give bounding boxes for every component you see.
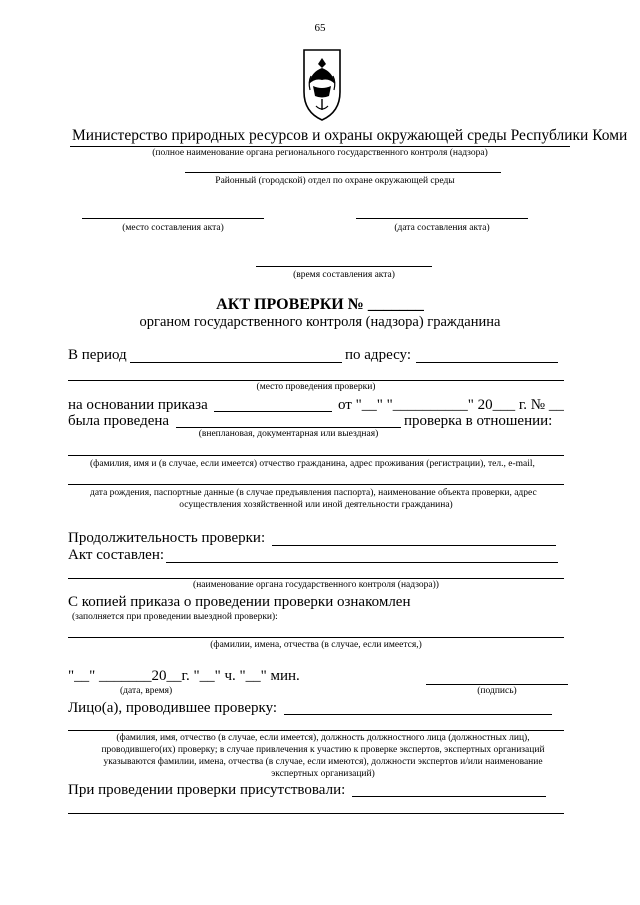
acquainted-names-field[interactable] bbox=[68, 637, 564, 638]
datetime-line[interactable]: "__" _______20__г. "__" ч. "__" мин. bbox=[68, 668, 300, 684]
place-line[interactable] bbox=[82, 218, 264, 219]
signature-field[interactable] bbox=[426, 684, 568, 685]
ministry-name: Министерство природных ресурсов и охраны окружающей среды Республики Коми bbox=[72, 127, 628, 144]
ministry-caption: (полное наименование органа регионального государственного контроля (надзора) bbox=[152, 148, 488, 158]
ministry-underline bbox=[70, 146, 570, 147]
duration-field[interactable] bbox=[272, 545, 556, 546]
place-of-check-field[interactable] bbox=[68, 380, 564, 381]
citizen-field-2[interactable] bbox=[68, 484, 564, 485]
order-label: на основании приказа bbox=[68, 397, 208, 413]
address-label: по адресу: bbox=[345, 347, 412, 363]
check-type-caption: (внеплановая, документарная или выездная) bbox=[198, 429, 379, 439]
order-date: от "__" "__________" 20___ г. № __ bbox=[338, 397, 564, 413]
inspector-caption-4: экспертных организаций) bbox=[271, 769, 375, 779]
present-label: При проведении проверки присутствовали: bbox=[68, 782, 346, 798]
body-caption: (наименование органа государственного контроля (надзора)) bbox=[193, 580, 439, 590]
signature-caption: (подпись) bbox=[477, 686, 517, 696]
date-line[interactable] bbox=[356, 218, 528, 219]
present-field[interactable] bbox=[352, 796, 546, 797]
time-line[interactable] bbox=[256, 266, 432, 267]
datetime-caption: (дата, время) bbox=[120, 686, 173, 696]
inspector-field[interactable] bbox=[284, 714, 552, 715]
duration-label: Продолжительность проверки: bbox=[68, 530, 266, 546]
time-caption: (время составления акта) bbox=[293, 270, 395, 280]
period-label: В период bbox=[68, 347, 127, 363]
inspector-caption-2: проводившего(их) проверку; в случае привлечения к участию к проверке экспертов, экспертных организаций bbox=[101, 745, 545, 755]
order-field[interactable] bbox=[214, 411, 332, 412]
names-caption: (фамилии, имена, отчества (в случае, если имеется,) bbox=[210, 640, 422, 650]
inspector-caption-3: указываются фамилии, имена, отчества (в случае, если имеются), должности экспертов и/или наименование bbox=[103, 757, 543, 767]
conducted-label: была проведена bbox=[68, 413, 170, 429]
place-caption: (место составления акта) bbox=[122, 223, 224, 233]
page-number: 65 bbox=[314, 22, 326, 34]
present-field-2[interactable] bbox=[68, 813, 564, 814]
acquainted-note: (заполняется при проведении выездной проверки): bbox=[72, 612, 278, 622]
place-of-check-caption: (место проведения проверки) bbox=[256, 382, 376, 392]
department-line bbox=[185, 172, 501, 173]
citizen-field-1[interactable] bbox=[68, 455, 564, 456]
inspector-field-2[interactable] bbox=[68, 730, 564, 731]
act-subtitle: органом государственного контроля (надзора) гражданина bbox=[139, 314, 501, 330]
act-title: АКТ ПРОВЕРКИ № _______ bbox=[216, 296, 424, 313]
citizen-caption-3: осуществления хозяйственной или иной деятельности гражданина) bbox=[179, 500, 453, 510]
compiled-label: Акт составлен: bbox=[68, 547, 165, 563]
acquainted-label: С копией приказа о проведении проверки ознакомлен bbox=[68, 594, 411, 610]
department-name: Районный (городской) отдел по охране окружающей среды bbox=[215, 176, 455, 186]
compiled-field[interactable] bbox=[166, 562, 558, 563]
coat-of-arms-komi-icon bbox=[301, 46, 343, 122]
date-caption: (дата составления акта) bbox=[394, 223, 490, 233]
inspector-caption-1: (фамилия, имя, отчество (в случае, если имеется), должность должностного лица (должностных лиц), bbox=[116, 733, 530, 743]
inspector-label: Лицо(а), проводившее проверку: bbox=[68, 700, 278, 716]
address-field[interactable] bbox=[416, 362, 558, 363]
period-field[interactable] bbox=[130, 362, 342, 363]
citizen-caption-2: дата рождения, паспортные данные (в случае предъявления паспорта), наименование объекта проверки, адрес bbox=[90, 488, 537, 498]
citizen-caption-1: (фамилия, имя и (в случае, если имеется) отчество гражданина, адрес проживания (регистрации), тел., e-mail, bbox=[90, 459, 535, 469]
check-type-field[interactable] bbox=[176, 427, 401, 428]
check-regard-label: проверка в отношении: bbox=[404, 413, 553, 429]
compiled-field-2[interactable] bbox=[68, 578, 564, 579]
